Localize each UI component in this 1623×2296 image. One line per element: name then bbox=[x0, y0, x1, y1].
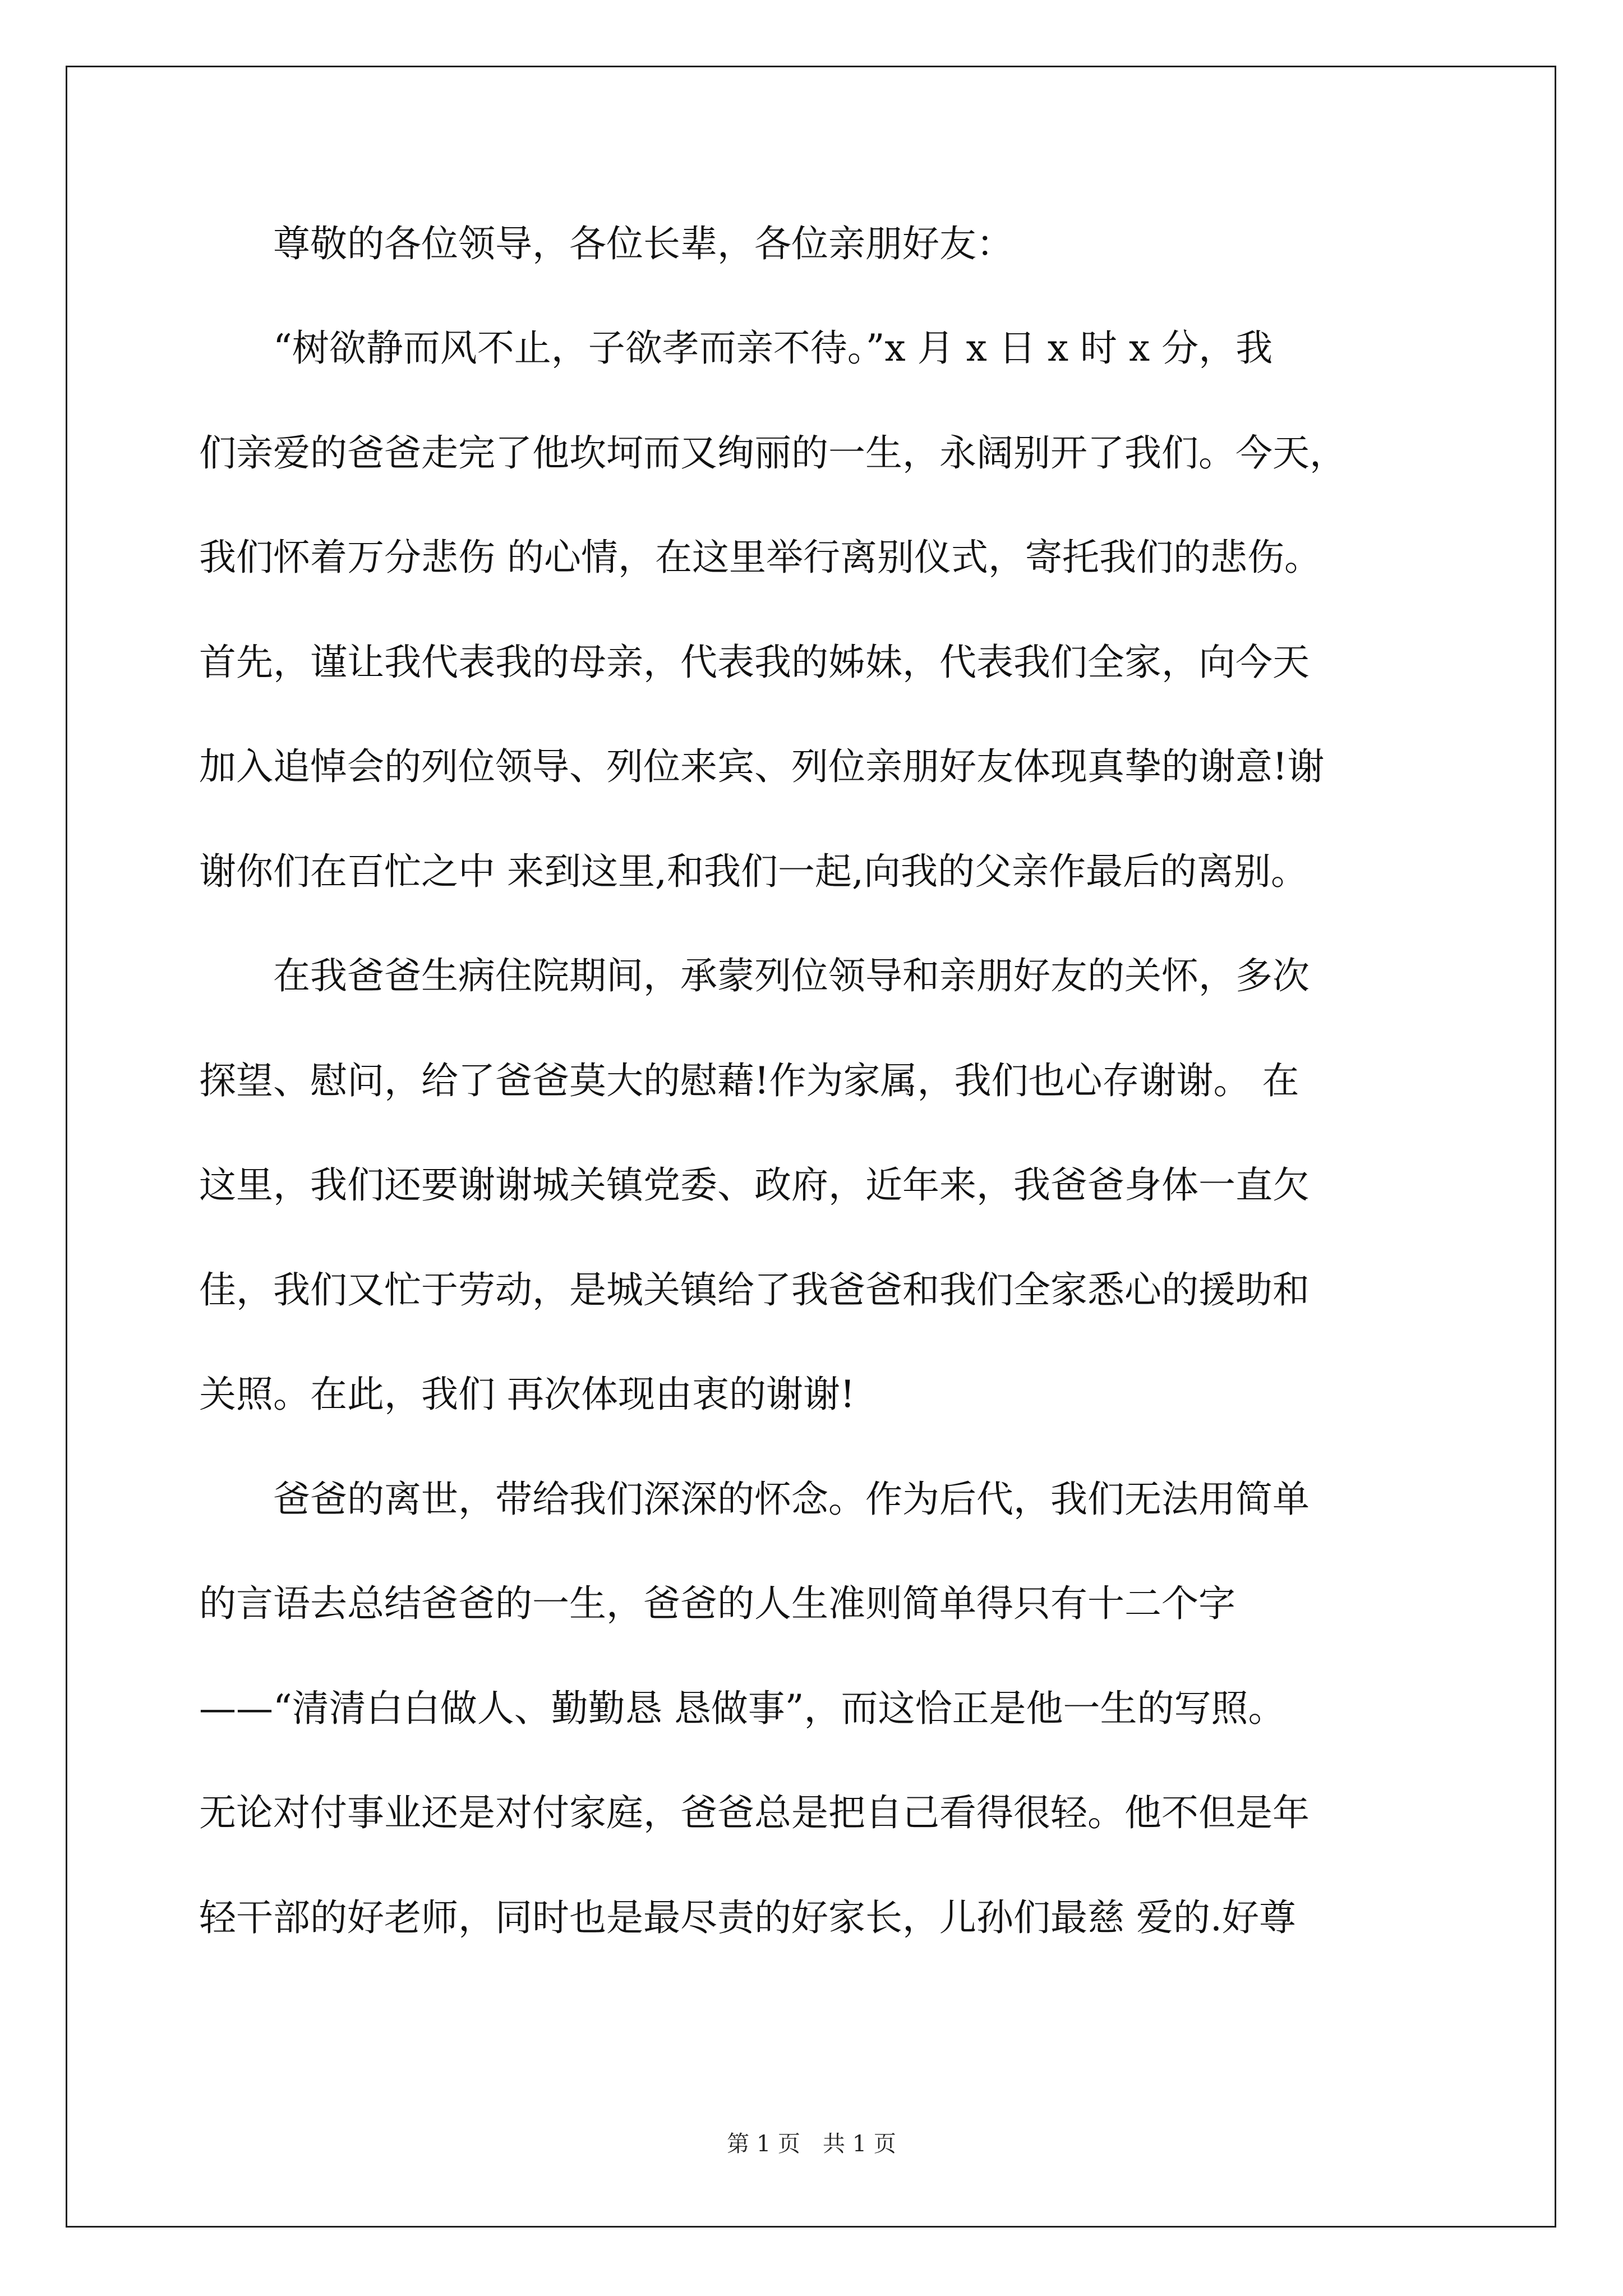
text-line: 关照。在此，我们 再次体现由衷的谢谢! bbox=[199, 1373, 855, 1416]
text-line: 我们怀着万分悲伤 的心情，在这里举行离别仪式，寄托我们的悲伤。 bbox=[199, 536, 1321, 579]
text-line: 尊敬的各位领导，各位长辈，各位亲朋好友： bbox=[199, 222, 1013, 265]
text-line: 这里，我们还要谢谢城关镇党委、政府，近年来，我爸爸身体一直欠 bbox=[199, 1163, 1310, 1207]
text-line: ——“清清白白做人、勤勤恳 恳做事”，而这恰正是他一生的写照。 bbox=[199, 1687, 1285, 1730]
text-line: 在我爸爸生病住院期间，承蒙列位领导和亲朋好友的关怀，多次 bbox=[199, 954, 1310, 997]
text-line: 无论对付事业还是对付家庭，爸爸总是把自己看得很轻。他不但是年 bbox=[199, 1791, 1310, 1834]
text-line: 轻干部的好老师，同时也是最尽责的好家长，儿孙们最慈 爱的.好尊 bbox=[199, 1896, 1296, 1939]
text-line: 们亲爱的爸爸走完了他坎坷而又绚丽的一生，永阔别开了我们。今天， bbox=[199, 431, 1347, 475]
text-line: 爸爸的离世，带给我们深深的怀念。作为后代，我们无法用简单 bbox=[199, 1478, 1310, 1521]
page-number-footer: 第 1 页 共 1 页 bbox=[727, 2131, 896, 2157]
text-line: 首先，谨让我代表我的母亲，代表我的姊妹，代表我们全家，向今天 bbox=[199, 641, 1310, 684]
text-line: “树欲静而风不止，子欲孝而亲不待。”x 月 x 日 x 时 x 分，我 bbox=[199, 326, 1273, 370]
text-line: 的言语去总结爸爸的一生，爸爸的人生准则简单得只有十二个字 bbox=[199, 1582, 1235, 1625]
text-line: 佳，我们又忙于劳动，是城关镇给了我爸爸和我们全家悉心的援助和 bbox=[199, 1268, 1310, 1312]
text-line: 谢你们在百忙之中 来到这里,和我们一起,向我的父亲作最后的离别。 bbox=[199, 850, 1308, 893]
text-line: 探望、慰问，给了爸爸莫大的慰藉!作为家属，我们也心存谢谢。 在 bbox=[199, 1059, 1299, 1102]
text-line: 加入追悼会的列位领导、列位来宾、列位亲朋好友体现真挚的谢意!谢 bbox=[199, 745, 1325, 788]
